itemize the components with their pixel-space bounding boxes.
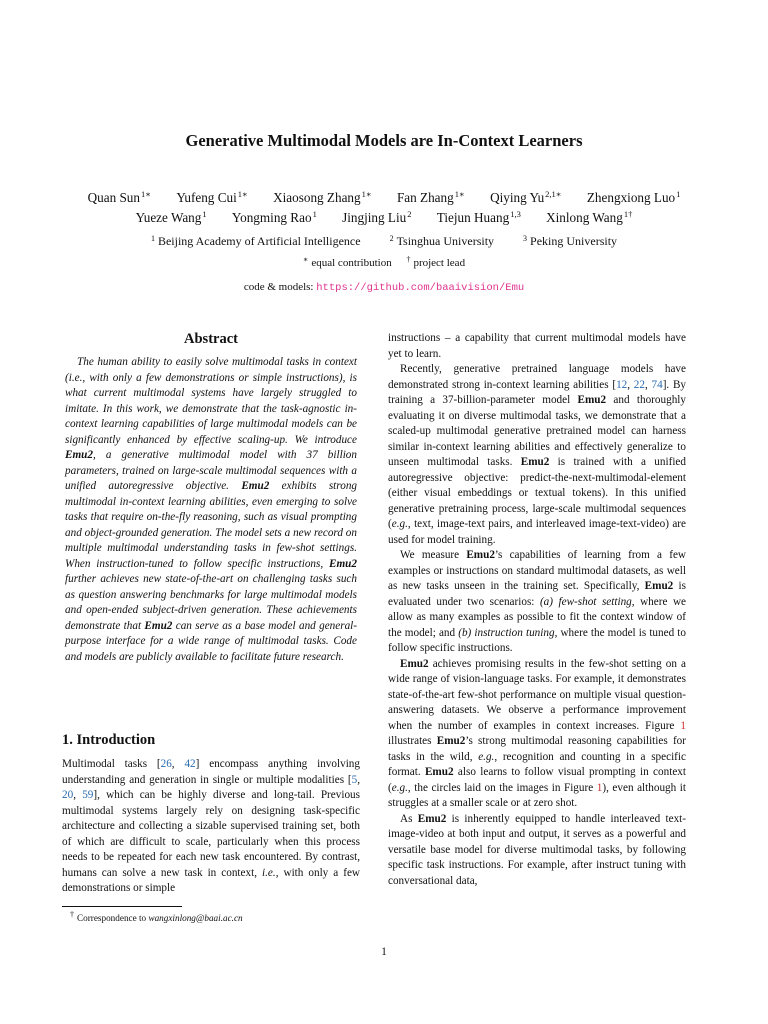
- right-column: [388, 331, 686, 889]
- author: Xinlong Wang$^{1\dagger}$: [546, 209, 633, 225]
- author-list-row-2: [40, 204, 728, 228]
- author: Yueze Wang$^1$: [135, 209, 207, 225]
- affiliation: $^2$ Tsinghua University: [389, 234, 495, 248]
- citation-link[interactable]: 26: [160, 758, 172, 770]
- abstract-heading: Abstract: [184, 331, 238, 347]
- paper-title: Generative Multimodal Models are In-Context Learners: [185, 131, 583, 150]
- introduction-paragraph: Multimodal tasks [26, 42] encompass anything involving understanding and generation in single or multiple modalities [5, 20, 59], which can be highly diverse and long-tail. Previous multimodal systems largely rely on designing task-specific architecture and collecting a sizable supervised training set, both of which are difficult to scale, particularly when this process needs to be repeated for each new task encountered. By contrast, humans can solve a new task in context, i.e., with only a few demonstrations or simple: [62, 758, 361, 894]
- affiliations: [0, 231, 768, 249]
- author: Fan Zhang$^{1∗}$: [396, 189, 465, 205]
- paragraph: instructions – a capability that current multimodal models have yet to learn.: [388, 332, 686, 360]
- abstract-section: [62, 330, 360, 665]
- citation-link[interactable]: 59: [82, 789, 94, 801]
- figure-link[interactable]: 1: [680, 719, 686, 732]
- citation-link[interactable]: 12: [616, 378, 628, 391]
- code-link-line: [0, 279, 768, 296]
- author: Jingjing Liu$^2$: [342, 209, 412, 225]
- figure-link[interactable]: 1: [596, 781, 603, 794]
- affiliation: $^1$ Beijing Academy of Artificial Intelligence: [150, 234, 361, 248]
- author-notes: [0, 252, 768, 271]
- github-link[interactable]: https://github.com/baaivision/Emu: [316, 282, 525, 294]
- correspondence-email: wangxinlong@baai.ac.cn: [148, 913, 243, 923]
- page-number: 1: [381, 946, 387, 958]
- citation-link[interactable]: 22: [633, 378, 645, 391]
- paragraph: Emu2 achieves promising results in the few-shot setting on a wide range of vision-language tasks. For example, it demonstrates state-of-the-art few-shot performance on multiple visual question-answering datasets. We observe a performance improvement when the number of examples in context increases. Figure 1 illustrates Emu2’s strong multimodal reasoning capabilities for tasks in the wild, e.g., recognition and counting in a specific format. Emu2 also learns to follow visual prompting in context (e.g., the circles laid on the images in Figure 1), even although it struggles at a smaller scale or at zero shot.: [388, 657, 687, 809]
- author: Yufeng Cui$^{1∗}$: [176, 189, 248, 205]
- citation-link[interactable]: 20: [62, 789, 74, 801]
- author: Zhengxiong Luo$^1$: [586, 189, 681, 205]
- author: Quan Sun$^{1∗}$: [87, 189, 152, 205]
- author: Yongming Rao$^1$: [231, 209, 317, 225]
- author: Qiying $Yu^{2,1∗}$: [490, 189, 562, 205]
- equal-contribution-note: ∗ equal contribution: [302, 255, 392, 269]
- citation-link[interactable]: 5: [351, 773, 358, 786]
- footnote-divider: [62, 906, 182, 907]
- citation-link[interactable]: 74: [651, 378, 663, 391]
- author: Tiejun Huang$^{1,3}$: [436, 209, 521, 225]
- paragraph: As Emu2 is inherently equipped to handle interleaved text-image-video at both input and output, it serves as a powerful and versatile base model for diverse multimodal tasks, by following specific task instructions. For example, after instruct tuning with conversational data,: [388, 812, 686, 887]
- project-lead-note: † project lead: [406, 255, 466, 269]
- introduction-heading: 1. Introduction: [62, 732, 156, 748]
- code-label: code & models:: [243, 281, 314, 293]
- affiliation: $^3$ Peking University: [523, 234, 618, 248]
- paragraph: We measure Emu2’s capabilities of learning from a few examples or instructions on standard multimodal datasets, as well as new tasks unseen in the training set. Specifically, Emu2 is evaluated under two scenarios: (a) few-shot setting, where we allow as many examples as possible to fit the context window of the model; and (b) instruction tuning, where the model is tuned to follow specific instructions.: [388, 549, 686, 654]
- author: Xiaosong Zhang$^{1∗}$: [273, 189, 372, 205]
- abstract-text: The human ability to easily solve multimodal tasks in context (i.e., with only a few demonstrations or simple instructions), is what current multimodal systems have largely struggled to imitate. In this work, we demonstrate that the task-agnostic in-context learning capabilities of large multimodal models can be significantly enhanced by effective scaling-up. We introduce Emu2, a generative multimodal model with 37 billion parameters, trained on large-scale multimodal sequences with a unified autoregressive objective. Emu2 exhibits strong multimodal in-context learning abilities, even emerging to solve tasks that require on-the-fly reasoning, such as visual prompting and object-grounded generation. The model sets a new record on multiple multimodal understanding tasks in few-shot settings. When instruction-tuned to follow specific instructions, Emu2 further achieves new state-of-the-art on challenging tasks such as question answering benchmarks for large multimodal models and open-ended subject-driven generation. These achievements demonstrate that Emu2 can serve as a base model and general-purpose interface for a wide range of multimodal tasks. Code and models are publicly available to facilitate future research.: [65, 356, 358, 663]
- footnote: † Correspondence to wangxinlong@baai.ac.cn: [70, 910, 243, 923]
- citation-link[interactable]: 42: [184, 758, 196, 770]
- paragraph: Recently, generative pretrained language models have demonstrated strong in-context learning abilities [12, 22, 74]. By training a 37-billion-parameter model Emu2 and thoroughly evaluating it on diverse multimodal tasks, we demonstrate that a scaled-up multimodal generative pretrained model can harness similar in-context learning abilities and effectively generalize to unseen multimodal tasks. Emu2 is trained with a unified autoregressive objective: predict-the-next-multimodal-element (either visual embeddings or textual tokens). In this unified generative pretraining process, large-scale multimodal sequences (e.g., text, image-text pairs, and interleaved image-text-video) are used for model training.: [388, 363, 686, 546]
